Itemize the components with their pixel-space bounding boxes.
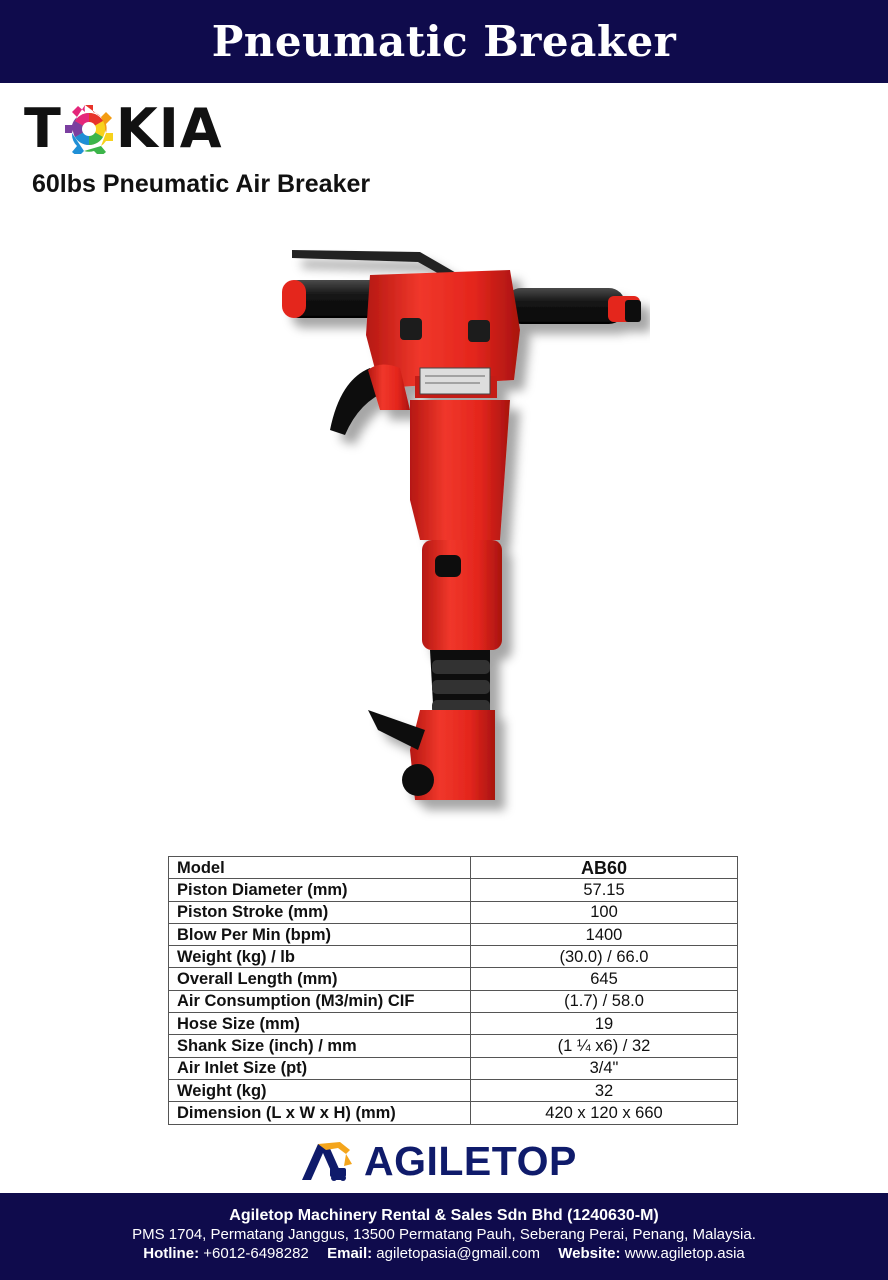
table-row [169, 923, 738, 945]
spec-label: Overall Length (mm) [169, 968, 471, 990]
tokia-logo-prefix: T [24, 97, 62, 160]
table-row [169, 879, 738, 901]
table-row [169, 1057, 738, 1079]
spec-label: Air Consumption (M3/min) CIF [169, 990, 471, 1012]
hotline-number[interactable]: +6012-6498282 [203, 1245, 309, 1262]
header-banner [0, 0, 888, 83]
spec-value: 32 [471, 1079, 738, 1101]
specifications-table [168, 856, 738, 1125]
tokia-logo [24, 97, 223, 160]
hotline-label: Hotline: [143, 1245, 200, 1262]
spec-label: Weight (kg) [169, 1079, 471, 1101]
table-row [169, 1102, 738, 1124]
footer-address: PMS 1704, Permatang Janggus, 13500 Permatang Pauh, Seberang Perai, Penang, Malaysia. [132, 1226, 756, 1243]
gear-icon [64, 104, 114, 154]
spec-label: Shank Size (inch) / mm [169, 1035, 471, 1057]
table-row [169, 901, 738, 923]
footer [0, 1193, 888, 1280]
spec-value: 420 x 120 x 660 [471, 1102, 738, 1124]
spec-value: 3/4" [471, 1057, 738, 1079]
breaker-product-image [270, 240, 650, 830]
header-value-cell: AB60 [471, 857, 738, 879]
table-row [169, 1013, 738, 1035]
tokia-logo-suffix: KIA [115, 97, 223, 160]
spec-label: Weight (kg) / lb [169, 946, 471, 968]
spec-value: 19 [471, 1013, 738, 1035]
table-row [169, 1035, 738, 1057]
spec-value: (1 ¼ x6) / 32 [471, 1035, 738, 1057]
spec-value: 100 [471, 901, 738, 923]
email-link[interactable]: agiletopasia@gmail.com [376, 1245, 540, 1262]
table-header-row [169, 857, 738, 879]
page-title: Pneumatic Breaker [211, 17, 677, 66]
spec-label: Hose Size (mm) [169, 1013, 471, 1035]
header-label-cell: Model [169, 857, 471, 879]
spec-value: (1.7) / 58.0 [471, 990, 738, 1012]
spec-label: Piston Stroke (mm) [169, 901, 471, 923]
spec-value: (30.0) / 66.0 [471, 946, 738, 968]
table-row [169, 968, 738, 990]
excavator-a-icon [300, 1140, 358, 1182]
email-label: Email: [327, 1245, 373, 1262]
footer-contact-line [0, 1244, 888, 1263]
spec-value: 57.15 [471, 879, 738, 901]
spec-value: 645 [471, 968, 738, 990]
footer-company-name: Agiletop Machinery Rental & Sales Sdn Bhd (1240630-M) [229, 1207, 659, 1224]
website-link[interactable]: www.agiletop.asia [624, 1245, 745, 1262]
agiletop-logo-text: AGILETOP [364, 1137, 577, 1184]
spec-label: Air Inlet Size (pt) [169, 1057, 471, 1079]
table-row [169, 946, 738, 968]
agiletop-logo [300, 1138, 577, 1184]
spec-label: Blow Per Min (bpm) [169, 923, 471, 945]
spec-label: Piston Diameter (mm) [169, 879, 471, 901]
product-title: 60lbs Pneumatic Air Breaker [32, 170, 371, 198]
table-row [169, 1079, 738, 1101]
table-row [169, 990, 738, 1012]
spec-value: 1400 [471, 923, 738, 945]
website-label: Website: [558, 1245, 621, 1262]
spec-label: Dimension (L x W x H) (mm) [169, 1102, 471, 1124]
